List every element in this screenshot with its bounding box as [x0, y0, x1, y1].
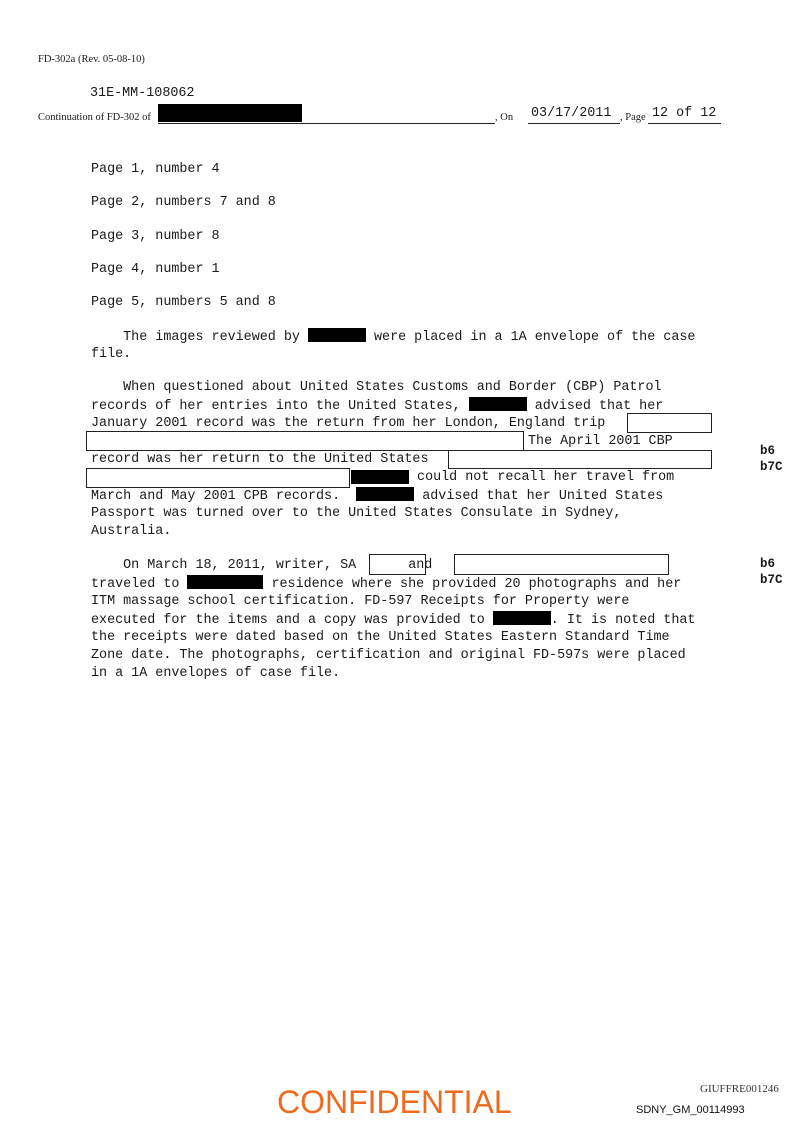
redaction-bar [356, 487, 414, 501]
page-label: , Page [620, 112, 646, 123]
file-number: 31E-MM-108062 [90, 86, 195, 101]
list-item: Page 1, number 4 [91, 162, 220, 177]
paragraph-line: Australia. [91, 524, 172, 539]
paragraph-line: file. [91, 347, 132, 362]
redaction-bar [308, 328, 366, 342]
list-item: Page 2, numbers 7 and 8 [91, 195, 276, 210]
paragraph-line: records of her entries into the United States, advised that her [91, 399, 664, 414]
redaction-bar [469, 397, 527, 411]
paragraph-line: The images reviewed by were placed in a 1A envelope of the case [91, 330, 696, 345]
date-underline [528, 123, 620, 124]
paragraph-line: ITM massage school certification. FD-597 Receipts for Property were [91, 594, 630, 609]
redaction-box [627, 413, 712, 433]
paragraph-line: executed for the items and a copy was provided to . It is noted that [91, 613, 696, 628]
paragraph-line: record was her return to the United States [91, 452, 429, 467]
paragraph-line: the receipts were dated based on the United States Eastern Standard Time [91, 630, 670, 645]
paragraph-line: Passport was turned over to the United States Consulate in Sydney, [91, 506, 622, 521]
form-id: FD-302a (Rev. 05-08-10) [38, 54, 145, 65]
list-item: Page 3, number 8 [91, 229, 220, 244]
paragraph-line: When questioned about United States Customs and Border (CBP) Patrol [91, 380, 662, 395]
bates-number-sdny: SDNY_GM_00114993 [636, 1104, 745, 1116]
redaction-bar [493, 611, 551, 625]
redaction-bar [187, 575, 263, 589]
exemption-code: b6 b7C [760, 557, 783, 587]
redaction-box [369, 554, 426, 575]
paragraph-line: The April 2001 CBP [528, 434, 673, 449]
bates-number: GIUFFRE001246 [700, 1083, 779, 1095]
redaction-bar [351, 470, 409, 484]
page-number: 12 of 12 [652, 106, 717, 121]
paragraph-line: could not recall her travel from [409, 470, 675, 485]
confidential-stamp: CONFIDENTIAL [277, 1084, 512, 1120]
page-underline [648, 123, 721, 124]
subject-underline [158, 123, 495, 124]
list-item: Page 4, number 1 [91, 262, 220, 277]
paragraph-line: traveled to residence where she provided 20 photographs and her [91, 577, 682, 592]
redaction-box [448, 450, 712, 469]
redaction-box [454, 554, 669, 575]
paragraph-line: Zone date. The photographs, certification and original FD-597s were placed [91, 648, 686, 663]
report-date: 03/17/2011 [531, 106, 612, 121]
on-label: , On [495, 112, 514, 123]
paragraph-line: On March 18, 2011, writer, SA and [91, 558, 433, 573]
redaction-bar [158, 104, 302, 122]
paragraph-line: January 2001 record was the return from her London, England trip [91, 416, 606, 431]
list-item: Page 5, numbers 5 and 8 [91, 295, 276, 310]
exemption-code: b6 b7C [760, 444, 783, 474]
redaction-box [86, 431, 524, 451]
paragraph-line: in a 1A envelopes of case file. [91, 666, 341, 681]
continuation-label: Continuation of FD-302 of [38, 112, 151, 123]
paragraph-line: March and May 2001 CPB records. advised that her United States [91, 489, 664, 504]
redaction-box [86, 468, 350, 488]
